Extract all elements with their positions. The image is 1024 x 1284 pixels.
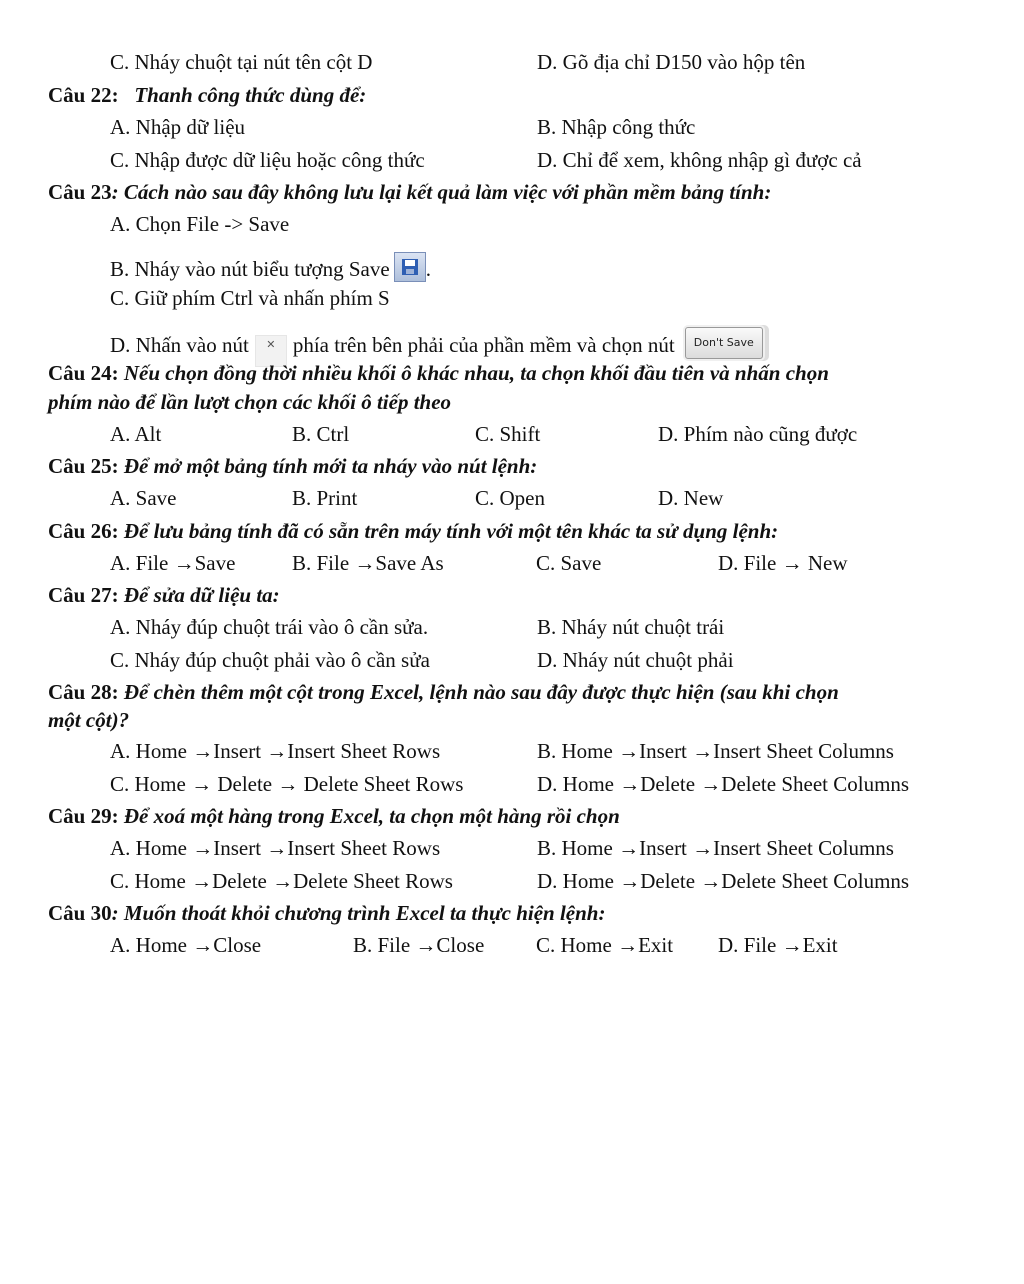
question-29 xyxy=(48,803,620,829)
question-label: Câu 26: xyxy=(48,519,119,543)
option-c: C. Home →Exit xyxy=(536,933,674,957)
option-d: D. Nháy nút chuột phải xyxy=(537,648,734,672)
option-c: C. Giữ phím Ctrl và nhấn phím S xyxy=(110,286,390,310)
option-a: A. Save xyxy=(110,486,177,510)
question-text: : Muốn thoát khỏi chương trình Excel ta thực hiện lệnh: xyxy=(111,901,606,925)
question-text: Để mở một bảng tính mới ta nháy vào nút lệnh: xyxy=(123,454,538,478)
option-a: A. File →Save xyxy=(110,551,236,575)
option-d: D. Home →Delete →Delete Sheet Columns xyxy=(537,869,910,893)
option-a: A. Alt xyxy=(110,422,162,446)
option-c: C. Save xyxy=(536,551,602,575)
question-label: Câu 25: xyxy=(48,454,119,478)
question-26 xyxy=(48,518,778,544)
option-d: D. New xyxy=(658,486,724,510)
option-d: D. Gõ địa chỉ D150 vào hộp tên xyxy=(537,50,806,74)
option-d: D. Chỉ để xem, không nhập gì được cả xyxy=(537,148,862,172)
question-30 xyxy=(48,900,605,926)
question-label: Câu 30 xyxy=(48,901,112,925)
option-b: B. Nháy vào nút biểu tượng Save . xyxy=(110,252,431,282)
option-c: C. Open xyxy=(475,486,545,510)
question-text-2: phím nào để lần lượt chọn các khối ô tiếp theo xyxy=(48,390,452,414)
question-text: Nếu chọn đồng thời nhiều khối ô khác nhau, ta chọn khối đầu tiên và nhấn chọn xyxy=(123,361,829,385)
option-d: D. Phím nào cũng được xyxy=(658,422,858,446)
question-text: Để xoá một hàng trong Excel, ta chọn một hàng rồi chọn xyxy=(123,804,620,828)
option-d-text-2: phía trên bên phải của phần mềm và chọn nút xyxy=(292,333,675,357)
question-23 xyxy=(48,179,771,205)
dont-save-button: Don't Save xyxy=(685,327,763,359)
question-25 xyxy=(48,453,537,479)
option-b: B. Nhập công thức xyxy=(537,115,696,139)
option-c: C. Nháy đúp chuột phải vào ô cần sửa xyxy=(110,648,430,672)
option-a: A. Chọn File -> Save xyxy=(110,212,290,236)
option-b: B. Ctrl xyxy=(292,422,350,446)
question-label: Câu 23 xyxy=(48,180,112,204)
close-icon: ✕ xyxy=(255,335,287,367)
option-c: C. Home → Delete → Delete Sheet Rows xyxy=(110,772,464,796)
option-d: D. Home →Delete →Delete Sheet Columns xyxy=(537,772,910,796)
option-d: D. File → New xyxy=(718,551,848,575)
option-b: B. Home →Insert →Insert Sheet Columns xyxy=(537,836,894,860)
save-icon xyxy=(394,252,426,282)
option-c: C. Nháy chuột tại nút tên cột D xyxy=(110,50,373,74)
option-a: A. Nháy đúp chuột trái vào ô cần sửa. xyxy=(110,615,429,639)
question-text: Để lưu bảng tính đã có sẵn trên máy tính với một tên khác ta sử dụng lệnh: xyxy=(123,519,779,543)
option-b: B. Home →Insert →Insert Sheet Columns xyxy=(537,739,894,763)
question-24 xyxy=(48,360,829,386)
option-a: A. Home →Close xyxy=(110,933,262,957)
option-b: B. File →Close xyxy=(353,933,485,957)
option-c: C. Nhập được dữ liệu hoặc công thức xyxy=(110,148,425,172)
option-b-text: B. Nháy vào nút biểu tượng Save xyxy=(110,257,390,281)
question-label: Câu 29: xyxy=(48,804,119,828)
option-c: C. Home →Delete →Delete Sheet Rows xyxy=(110,869,453,893)
question-text: Để chèn thêm một cột trong Excel, lệnh nào sau đây được thực hiện (sau khi chọn xyxy=(123,680,839,704)
option-a: A. Home →Insert →Insert Sheet Rows xyxy=(110,836,441,860)
question-label: Câu 28: xyxy=(48,680,119,704)
question-label: Câu 27: xyxy=(48,583,119,607)
question-24-cont xyxy=(48,389,451,415)
question-text-2: một cột)? xyxy=(48,708,130,732)
question-27 xyxy=(48,582,280,608)
question-text: : Cách nào sau đây không lưu lại kết quả làm việc với phần mềm bảng tính: xyxy=(111,180,772,204)
question-28-cont xyxy=(48,707,129,733)
option-c: C. Shift xyxy=(475,422,541,446)
question-label: Câu 24: xyxy=(48,361,119,385)
question-label: Câu 22: xyxy=(48,83,119,107)
option-b: B. Nháy nút chuột trái xyxy=(537,615,725,639)
question-text: Thanh công thức dùng để: xyxy=(134,83,367,107)
question-text: Để sửa dữ liệu ta: xyxy=(123,583,280,607)
question-22 xyxy=(48,82,366,108)
option-a: A. Nhập dữ liệu xyxy=(110,115,246,139)
option-d: D. File →Exit xyxy=(718,933,838,957)
option-d-text: D. Nhấn vào nút xyxy=(110,333,249,357)
option-b: B. File →Save As xyxy=(292,551,444,575)
option-b: B. Print xyxy=(292,486,358,510)
question-28 xyxy=(48,679,839,705)
option-a: A. Home →Insert →Insert Sheet Rows xyxy=(110,739,441,763)
